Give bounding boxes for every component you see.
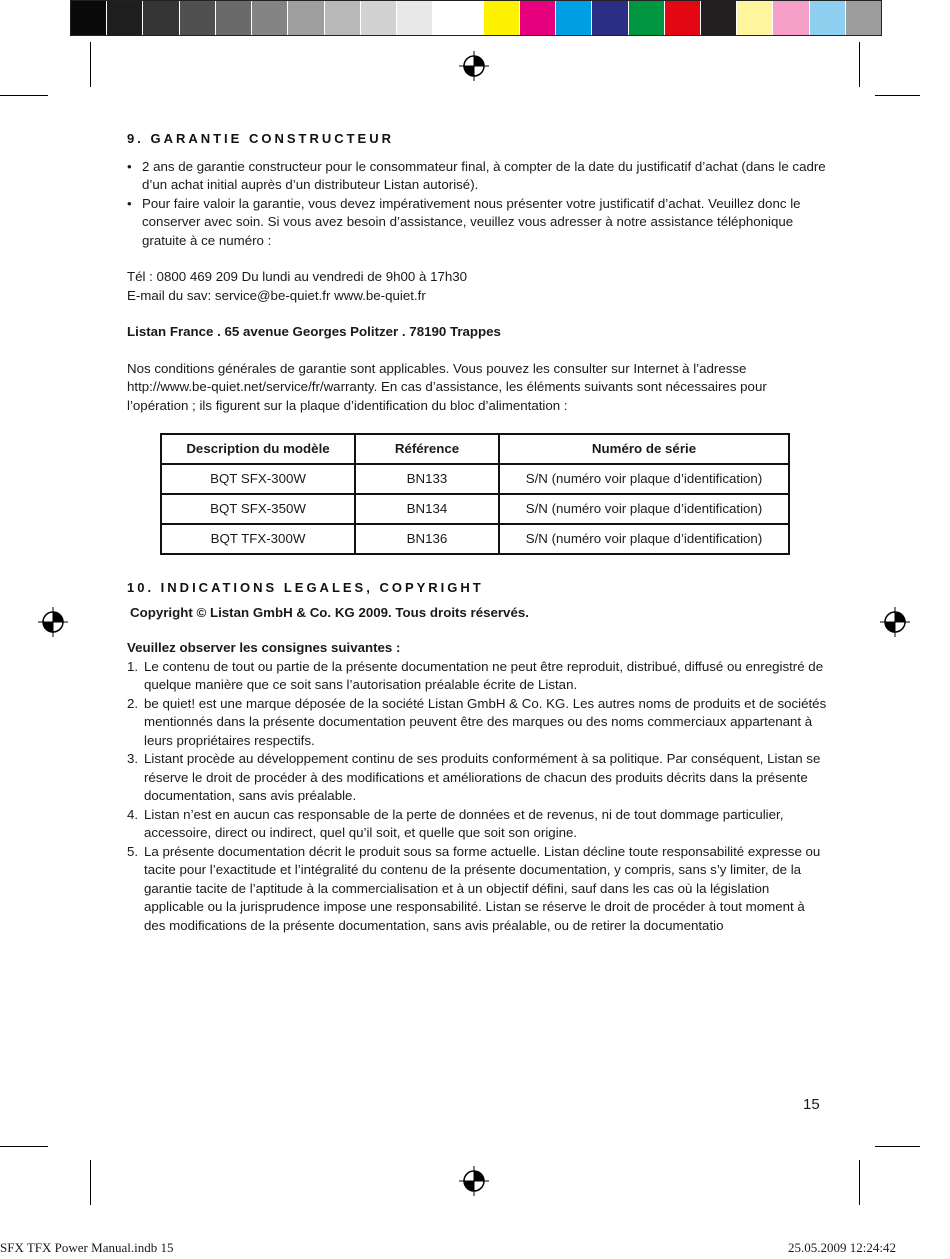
table-row <box>161 494 789 524</box>
color-swatch <box>107 1 143 35</box>
color-swatch <box>180 1 216 35</box>
footer-file-name: SFX TFX Power Manual.indb 15 <box>0 1240 174 1255</box>
section-10-title: 10. INDICATIONS LEGALES, COPYRIGHT <box>127 580 484 595</box>
column-header: Numéro de série <box>499 434 789 464</box>
crop-mark <box>859 42 860 87</box>
color-swatch <box>520 1 556 35</box>
list-number: 3. <box>127 751 139 766</box>
table-cell: S/N (numéro voir plaque d’identification) <box>499 524 789 554</box>
color-swatch <box>216 1 252 35</box>
table-header-row <box>161 434 789 464</box>
crop-mark <box>0 95 48 96</box>
list-item <box>127 695 827 751</box>
conditions-paragraph: Nos conditions générales de garantie sont applicables. Vous pouvez les consulter sur Internet à l’adresse http://www.be-quiet.net/service/fr/warranty. En cas d’assistance, les éléments suivants sont nécessaires pour l’opération ; ils figurent sur la plaque d’identification du bloc d’alimentation : <box>127 360 767 413</box>
list-text: Le contenu de tout ou partie de la présente documentation ne peut être reproduit, distribué, diffusé ou enregistré de quelque manière que ce soit sans l’autorisation préalable écrite de Listan. <box>144 658 824 692</box>
color-swatch <box>701 1 737 35</box>
list-number: 2. <box>127 695 139 711</box>
color-swatch <box>397 1 433 35</box>
table-cell: S/N (numéro voir plaque d’identification) <box>499 464 789 494</box>
column-header: Description du modèle <box>161 434 355 464</box>
bullet-text: Pour faire valoir la garantie, vous devez impérativement nous présenter votre justificatif d’achat. Veuillez donc le conserver avec soin. Si vous avez besoin d’assistance, veuillez vous adresser à notre assistance téléphonique gratuite à ce numéro : <box>142 195 801 248</box>
table-row <box>161 524 789 554</box>
footer-datetime: 25.05.2009 12:24:42 <box>788 1240 896 1255</box>
swatch-gap <box>470 1 484 35</box>
color-swatch <box>665 1 701 35</box>
list-item <box>127 750 827 806</box>
color-swatch <box>556 1 592 35</box>
bullet-text: 2 ans de garantie constructeur pour le consommateur final, à compter de la date du justificatif d’achat (dans le cadre d’un achat initial auprès d’un distributeur Listan autorisé). <box>142 158 826 192</box>
list-item <box>127 158 827 195</box>
color-swatch <box>629 1 665 35</box>
address-line: Listan France . 65 avenue Georges Politzer . 78190 Trappes <box>127 324 501 339</box>
page-content <box>127 130 827 935</box>
crop-mark <box>875 95 920 96</box>
color-swatch <box>361 1 397 35</box>
crop-mark <box>875 1146 920 1147</box>
table-cell: BN134 <box>355 494 499 524</box>
registration-mark-icon <box>459 1166 489 1196</box>
registration-mark-icon <box>38 607 68 637</box>
list-item <box>127 658 827 695</box>
color-swatch <box>773 1 809 35</box>
color-swatch <box>433 1 469 35</box>
table-cell: BQT SFX-300W <box>161 464 355 494</box>
color-calibration-bar <box>70 0 882 36</box>
list-text: La présente documentation décrit le produit sous sa forme actuelle. Listan décline toute responsabilité expresse ou tacite pour l’exactitude et l’intégralité du contenu de la présente documentation, y compris, sans s’y limiter, de la garantie tacite de l’aptitude à la commercialisation et à un objectif défini, sauf dans les cas où la législation applicable ou la jurisprudence impose une responsabilité. Listan se réserve le droit de procéder à tout moment à des modifications de la présente documentation, sans avis préalable, ou de retirer la documentatio <box>144 843 821 933</box>
table-cell: BN136 <box>355 524 499 554</box>
copyright-line: Copyright © Listan GmbH & Co. KG 2009. Tous droits réservés. <box>130 604 529 620</box>
color-swatch <box>846 1 881 35</box>
legal-notes-list <box>127 658 827 936</box>
list-number: 1. <box>127 658 139 674</box>
color-swatch <box>252 1 288 35</box>
list-item <box>127 843 827 936</box>
list-number: 4. <box>127 806 139 822</box>
crop-mark <box>90 1160 91 1205</box>
registration-mark-icon <box>459 51 489 81</box>
list-text: Listant procède au développement continu de ses produits conformément à sa politique. Par conséquent, Listan se réserve le droit de procéder à des modifications et améliorations de chacun des produits décrits dans la présente documentation, sans avis préalable. <box>144 751 821 803</box>
color-swatch <box>71 1 107 35</box>
table-cell: S/N (numéro voir plaque d’identification) <box>499 494 789 524</box>
list-item <box>127 195 827 251</box>
crop-mark <box>0 1146 48 1147</box>
page-number: 15 <box>803 1096 820 1113</box>
column-header: Référence <box>355 434 499 464</box>
color-swatch <box>484 1 520 35</box>
crop-mark <box>859 1160 860 1205</box>
registration-mark-icon <box>880 607 910 637</box>
color-swatch <box>810 1 846 35</box>
list-number: 5. <box>127 843 139 859</box>
table-cell: BQT SFX-350W <box>161 494 355 524</box>
email-line: E-mail du sav: service@be-quiet.fr www.be-quiet.fr <box>127 287 426 303</box>
bullet-icon: • <box>127 195 132 211</box>
table-row <box>161 464 789 494</box>
list-text: Listan n’est en aucun cas responsable de la perte de données et de revenus, ni de tout dommage particulier, accessoire, direct ou indirect, quel qu’il soit, et quelle que soit son origine. <box>144 806 784 840</box>
product-table <box>160 433 790 555</box>
instructions-heading: Veuillez observer les consignes suivantes : <box>127 640 401 655</box>
list-item <box>127 806 827 843</box>
list-text: be quiet! est une marque déposée de la société Listan GmbH & Co. KG. Les autres noms de produits et de sociétés mentionnés dans la présente documentation peuvent être des marques ou des noms commerciaux appartenant à leurs propriétaires respectifs. <box>144 695 827 748</box>
crop-mark <box>90 42 91 87</box>
table-cell: BN133 <box>355 464 499 494</box>
color-swatch <box>592 1 628 35</box>
table-cell: BQT TFX-300W <box>161 524 355 554</box>
bullet-icon: • <box>127 158 132 174</box>
phone-line: Tél : 0800 469 209 Du lundi au vendredi de 9h00 à 17h30 <box>127 269 468 284</box>
color-swatch <box>288 1 324 35</box>
color-swatch <box>143 1 179 35</box>
color-swatch <box>737 1 773 35</box>
color-swatch <box>325 1 361 35</box>
warranty-bullet-list <box>127 158 827 251</box>
section-9-title: 9. GARANTIE CONSTRUCTEUR <box>127 131 395 146</box>
